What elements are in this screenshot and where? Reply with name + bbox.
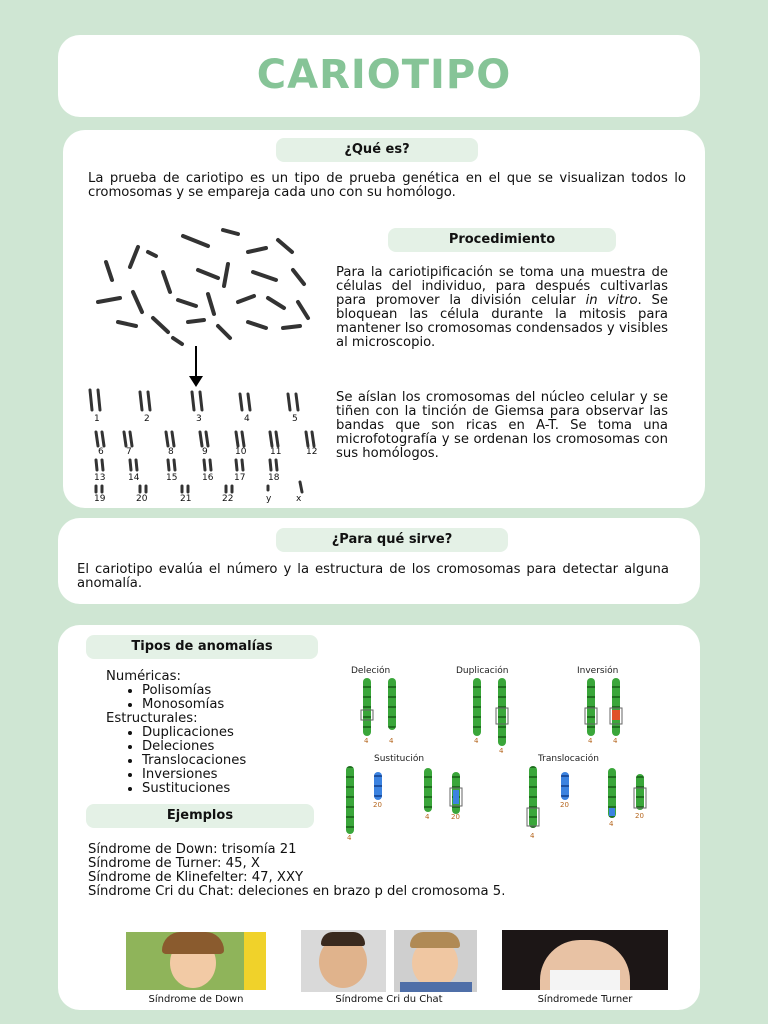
karyotype-image bbox=[78, 388, 328, 506]
karyotype-label: 1 bbox=[94, 414, 100, 424]
ejemplo-line: Síndrome de Turner: 45, X bbox=[88, 856, 260, 871]
n4-label: 4 bbox=[347, 834, 352, 842]
karyotype-label: 13 bbox=[94, 473, 106, 483]
page-title: CARIOTIPO bbox=[256, 52, 512, 98]
n4-label: 4 bbox=[474, 737, 479, 745]
procedimiento-heading: Procedimiento bbox=[388, 228, 616, 252]
karyotype-label: 17 bbox=[234, 473, 246, 483]
que-es-text: La prueba de cariotipo es un tipo de prueba genética en el que se visualizan todos lo cromosomas y se empareja cada uno con su homólogo. bbox=[88, 171, 686, 200]
karyotype-label: 5 bbox=[292, 414, 298, 424]
karyotype-label: 14 bbox=[128, 473, 140, 483]
n20-label: 20 bbox=[560, 801, 569, 809]
list-item: • Deleciones bbox=[142, 740, 326, 754]
list-item: • Monosomías bbox=[142, 698, 326, 712]
n20-label: 20 bbox=[635, 812, 644, 820]
photo-yellow-accent bbox=[244, 932, 266, 990]
mutations-diagram bbox=[336, 660, 666, 845]
arrow-down-icon bbox=[186, 346, 206, 388]
karyotype-label: 11 bbox=[270, 447, 282, 457]
duplicacion-label: Duplicación bbox=[456, 666, 509, 676]
metaphase-spread-image bbox=[78, 222, 320, 352]
procedimiento-text-part2: . Se bloquean las célula durante la mitosis para mantener lso cromosomas condensados y visibles al microscopio. bbox=[336, 293, 668, 350]
n4-label: 4 bbox=[530, 832, 535, 840]
n4-label: 4 bbox=[425, 813, 430, 821]
ejemplo-line: Síndrome de Down: trisomía 21 bbox=[88, 842, 297, 857]
n20-label: 20 bbox=[451, 813, 460, 821]
estructurales-label: Estructurales: bbox=[106, 711, 198, 726]
karyotype-label: 6 bbox=[98, 447, 104, 457]
list-item: • Polisomías bbox=[142, 684, 326, 698]
karyotype-label: 22 bbox=[222, 494, 234, 504]
n4-label: 4 bbox=[609, 820, 614, 828]
procedimiento-text bbox=[336, 266, 668, 350]
n4-label: 4 bbox=[588, 737, 593, 745]
karyotype-label: y bbox=[266, 494, 272, 504]
cri-du-chat-photo-2 bbox=[394, 930, 477, 992]
photo-shirt bbox=[400, 982, 472, 992]
karyotype-label: 4 bbox=[244, 414, 250, 424]
procedimiento-text2: Se aíslan los cromosomas del núcleo celular y se tiñen con la tinción de Giemsa para observar las bandas que son ricas en A-T. Se toma una microfotografía y se ordenan los cromosomas con sus homólogos. bbox=[336, 390, 668, 461]
karyotype-label: 2 bbox=[144, 414, 150, 424]
sustitucion-label: Sustitución bbox=[374, 754, 425, 764]
photo-hair bbox=[321, 932, 365, 946]
ejemplo-line: Síndrome Cri du Chat: deleciones en brazo p del cromosoma 5. bbox=[88, 884, 506, 899]
down-syndrome-photo bbox=[126, 932, 266, 990]
n4-label: 4 bbox=[499, 747, 504, 755]
tipos-list bbox=[106, 670, 326, 796]
karyotype-label: 15 bbox=[166, 473, 178, 483]
caption-turner: Síndromede Turner bbox=[537, 994, 633, 1005]
karyotype-label: x bbox=[296, 494, 302, 504]
delecion-label: Deleción bbox=[351, 666, 391, 676]
para-que-heading: ¿Para qué sirve? bbox=[276, 528, 508, 552]
cri-du-chat-photo-1 bbox=[301, 930, 386, 992]
karyotype-label: 19 bbox=[94, 494, 106, 504]
list-item: • Duplicaciones bbox=[142, 726, 326, 740]
photo-dress bbox=[550, 970, 620, 990]
karyotype-label: 21 bbox=[180, 494, 192, 504]
ejemplo-line: Síndrome de Klinefelter: 47, XXY bbox=[88, 870, 304, 885]
para-que-text: El cariotipo evalúa el número y la estructura de los cromosomas para detectar alguna anomalía. bbox=[77, 562, 669, 591]
karyotype-label: 7 bbox=[126, 447, 132, 457]
estructurales-list bbox=[106, 726, 326, 796]
karyotype-label: 18 bbox=[268, 473, 280, 483]
n4-label: 4 bbox=[389, 737, 394, 745]
photo-hair bbox=[162, 932, 224, 954]
list-item: • Translocaciones bbox=[142, 754, 326, 768]
karyotype-label: 12 bbox=[306, 447, 318, 457]
n4-label: 4 bbox=[613, 737, 618, 745]
tipos-heading: Tipos de anomalías bbox=[86, 635, 318, 659]
photo-hair bbox=[410, 932, 460, 948]
translocacion-label: Translocación bbox=[538, 754, 599, 764]
karyotype-label: 16 bbox=[202, 473, 214, 483]
list-item: • Sustituciones bbox=[142, 782, 326, 796]
karyotype-label: 3 bbox=[196, 414, 202, 424]
inversion-label: Inversión bbox=[577, 666, 619, 676]
procedimiento-italic: in vitro bbox=[585, 293, 638, 308]
karyotype-label: 10 bbox=[235, 447, 247, 457]
procedimiento-text-part1: Para la cariotipificación se toma una muestra de células del individuo, para después cultivarlas para promover la división celular bbox=[336, 265, 668, 308]
list-item: • Inversiones bbox=[142, 768, 326, 782]
n4-label: 4 bbox=[364, 737, 369, 745]
turner-photo bbox=[502, 930, 668, 990]
ejemplos-list bbox=[88, 843, 668, 899]
numericas-list bbox=[106, 684, 326, 712]
ejemplos-heading: Ejemplos bbox=[86, 804, 314, 828]
karyotype-label: 20 bbox=[136, 494, 148, 504]
caption-cri-du-chat: Síndrome Cri du Chat bbox=[335, 994, 443, 1005]
caption-down: Síndrome de Down bbox=[148, 994, 244, 1005]
que-es-heading: ¿Qué es? bbox=[276, 138, 478, 162]
karyotype-label: 8 bbox=[168, 447, 174, 457]
numericas-label: Numéricas: bbox=[106, 669, 181, 684]
n20-label: 20 bbox=[373, 801, 382, 809]
karyotype-label: 9 bbox=[202, 447, 208, 457]
